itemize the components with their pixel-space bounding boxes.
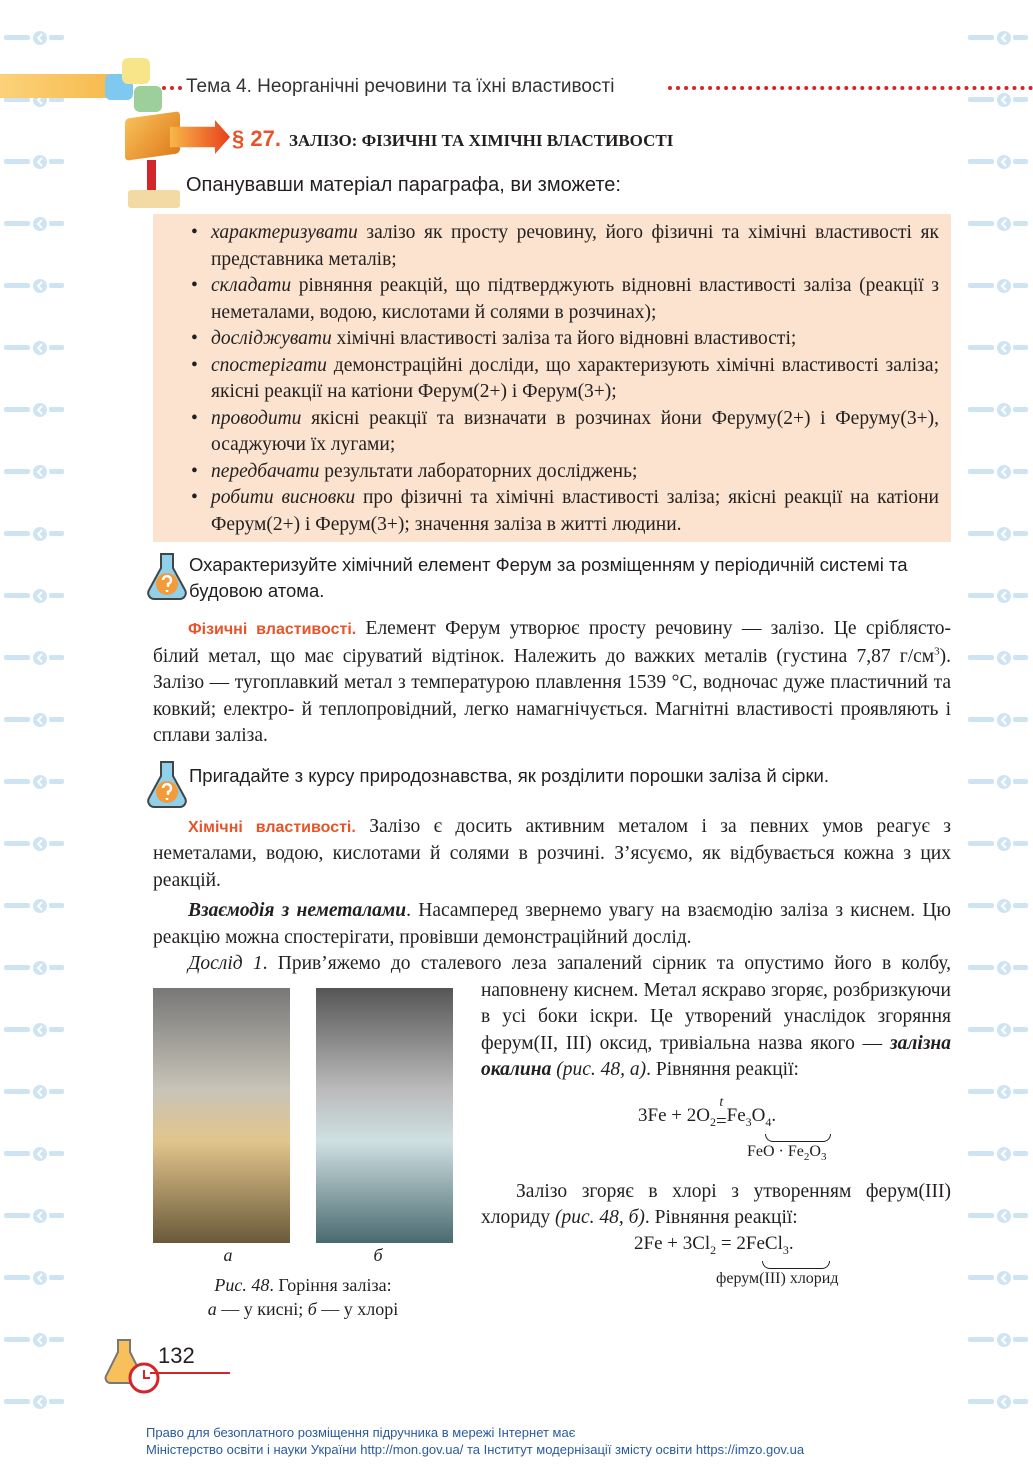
text: 3 bbox=[745, 1114, 752, 1129]
equation-annotation: ферум(ІІІ) хлорид bbox=[716, 1270, 839, 1288]
question-text: Пригадайте з курсу природознавства, як розділити порошки заліза й сірки. bbox=[189, 764, 830, 786]
figure-caption bbox=[153, 1273, 453, 1321]
watermark-logo bbox=[968, 712, 1028, 733]
watermark-logo bbox=[4, 650, 64, 671]
figure-ref: (рис. 48, б) bbox=[550, 1207, 645, 1229]
goal-item bbox=[211, 353, 939, 406]
jar-chlorine-photo bbox=[316, 988, 453, 1243]
watermark-logo bbox=[968, 774, 1028, 795]
watermark-logo bbox=[968, 526, 1028, 547]
page-number: 132 bbox=[158, 1343, 195, 1368]
goal-item bbox=[211, 220, 939, 273]
watermark-logo bbox=[968, 340, 1028, 361]
goal-item bbox=[211, 459, 939, 486]
text: ). Залізо — тугоплавкий метал з температурою плавлення 1539 °С, водночас дуже пластичний та ковкий; електро- й теплопровідний, легко намагнічується. Магнітні властивості проявляють і сплави заліза. bbox=[153, 645, 951, 746]
watermark-logo bbox=[4, 1022, 64, 1043]
text: . bbox=[788, 1232, 794, 1254]
question-flask-icon bbox=[147, 760, 187, 810]
watermark-logo bbox=[4, 898, 64, 919]
open-book-icon bbox=[128, 190, 180, 208]
text: 3Fe + 2O bbox=[638, 1104, 710, 1126]
goal-item bbox=[211, 406, 939, 459]
goal-verb: робити висновки bbox=[211, 487, 356, 508]
figure-photos bbox=[153, 988, 453, 1243]
brace bbox=[765, 1134, 831, 1142]
text: . Рівняння реакції: bbox=[644, 1207, 798, 1229]
condition: t bbox=[719, 1094, 724, 1110]
text: 3 bbox=[820, 1150, 827, 1163]
footer-line: Право для безоплатного розміщення підручника в мережі Інтернет має bbox=[146, 1425, 576, 1440]
watermark-logo bbox=[968, 898, 1028, 919]
text: Елемент Ферум утворює просту речовину — залізо. Це сріблясто-білий метал, що має сіруватий відтінок. Належить до важких металів (густина 7,87 г/см bbox=[153, 618, 951, 667]
text: — у кисні; bbox=[216, 1299, 308, 1319]
flask-oxygen-photo bbox=[153, 988, 290, 1243]
watermark-logo bbox=[968, 960, 1028, 981]
topic-title: Тема 4. Неорганічні речовини та їхні властивості bbox=[186, 76, 615, 97]
figure-label-a: а bbox=[223, 1245, 233, 1265]
watermark-logo bbox=[968, 650, 1028, 671]
goal-verb: спостерігати bbox=[211, 354, 327, 376]
text: FeO · Fe bbox=[747, 1142, 804, 1160]
watermark-logo bbox=[968, 92, 1028, 113]
text: = bbox=[716, 1232, 737, 1254]
goal-text: рівняння реакцій, що підтверджують відновні властивості заліза (реакції з неметалами, водою, кислотами й солями в розчинах); bbox=[211, 275, 939, 323]
text: Залізо згоряє в хлорі з утворенням ферум(ІІІ) хлориду bbox=[481, 1180, 951, 1229]
text: 2 bbox=[710, 1242, 717, 1257]
goal-verb: передбачати bbox=[211, 460, 320, 482]
watermark-logo bbox=[968, 1270, 1028, 1291]
text: — у хлорі bbox=[316, 1299, 399, 1319]
molecule-icon bbox=[122, 58, 150, 84]
watermark-logo bbox=[4, 712, 64, 733]
main-content bbox=[153, 214, 951, 1325]
equation-annotation bbox=[481, 1142, 951, 1167]
text: Fe bbox=[726, 1104, 746, 1126]
text: . Рівняння реакції: bbox=[646, 1059, 799, 1080]
goal-text: результати лабораторних досліджень; bbox=[319, 460, 638, 482]
experiment-label: Дослід 1 bbox=[188, 953, 263, 974]
watermark-logo bbox=[968, 836, 1028, 857]
goals-intro: Опанувавши матеріал параграфа, ви зможете: bbox=[186, 174, 621, 196]
goal-text: якісні реакції та визначати в розчинах йони Феруму(2+) і Феруму(3+), осаджуючи їх лугами; bbox=[211, 407, 939, 455]
watermark-logo bbox=[4, 216, 64, 237]
footer-notice bbox=[146, 1424, 804, 1458]
chemical-properties bbox=[153, 814, 951, 895]
equation-iron-chlorine bbox=[481, 1232, 951, 1262]
goal-verb: проводити bbox=[211, 407, 302, 429]
superscript: 3 bbox=[934, 645, 940, 657]
paragraph-title bbox=[232, 126, 673, 152]
question-block bbox=[153, 760, 951, 810]
text: . bbox=[771, 1104, 777, 1126]
brace bbox=[762, 1261, 830, 1269]
watermark-logo bbox=[4, 464, 64, 485]
divider bbox=[150, 1372, 230, 1374]
goal-item bbox=[211, 273, 939, 326]
exclamation-icon bbox=[147, 160, 156, 190]
watermark-logo bbox=[4, 340, 64, 361]
watermark-logo bbox=[4, 774, 64, 795]
watermark-logo bbox=[4, 30, 64, 51]
watermark-logo bbox=[968, 216, 1028, 237]
watermark-logo bbox=[968, 154, 1028, 175]
watermark-logo bbox=[968, 402, 1028, 423]
section-heading: Хімічні властивості. bbox=[188, 818, 356, 836]
goal-verb: досліджувати bbox=[211, 328, 332, 349]
watermark-logo bbox=[968, 1394, 1028, 1415]
text: 4 bbox=[765, 1114, 772, 1129]
nonmetals-paragraph bbox=[153, 898, 951, 951]
text: . Насамперед звернемо увагу на взаємодію заліза з киснем. Цю реакцію можна спостерігати, провівши демонстраційний дослід. bbox=[153, 900, 951, 948]
molecule-icon bbox=[134, 86, 162, 112]
flask-clock-icon bbox=[104, 1338, 164, 1398]
watermark-logo bbox=[968, 464, 1028, 485]
text: 2FeCl bbox=[736, 1232, 783, 1254]
text: . Горіння заліза: bbox=[269, 1275, 392, 1295]
watermark-logo bbox=[968, 1084, 1028, 1105]
watermark-logo bbox=[4, 154, 64, 175]
goal-text: залізо як просту речовину, його фізичні та хімічні властивості як представника металів; bbox=[211, 222, 939, 270]
figure-48 bbox=[153, 988, 453, 1321]
text: б bbox=[307, 1299, 317, 1319]
watermark-logo bbox=[4, 1146, 64, 1167]
question-block bbox=[153, 552, 951, 604]
figure-labels bbox=[153, 1243, 453, 1267]
term: залізна окалина bbox=[481, 1032, 951, 1080]
goal-text: демонстраційні досліди, що характеризують хімічні властивості заліза; якісні реакції на катіони Ферум(2+) і Ферум(3+); bbox=[211, 354, 939, 402]
equation-iron-chlorine-block bbox=[481, 1232, 951, 1290]
watermark-logo bbox=[4, 1394, 64, 1415]
watermark-logo bbox=[4, 278, 64, 299]
watermark-logo bbox=[4, 402, 64, 423]
goals-box bbox=[153, 214, 951, 542]
text: 2 bbox=[709, 1114, 716, 1129]
header-bar bbox=[0, 74, 120, 98]
text: = bbox=[715, 1110, 727, 1132]
goals-list bbox=[211, 220, 939, 538]
figure-ref: (рис. 48, а) bbox=[551, 1059, 647, 1080]
text: Рис. 48 bbox=[214, 1275, 270, 1295]
figure-label-b: б bbox=[373, 1245, 383, 1265]
paragraph-title-text: ЗАЛІЗО: ФІЗИЧНІ ТА ХІМІЧНІ ВЛАСТИВОСТІ bbox=[288, 131, 674, 150]
chlorine-paragraph bbox=[481, 1179, 951, 1232]
goal-item bbox=[211, 485, 939, 538]
section-heading: Фізичні властивості. bbox=[188, 621, 357, 638]
equation-iron-oxygen bbox=[481, 1096, 951, 1134]
equation-iron-oxygen-block bbox=[481, 1096, 951, 1167]
question-flask-icon bbox=[147, 552, 187, 602]
goal-item bbox=[211, 326, 939, 353]
goal-text: про фізичні та хімічні властивості заліза; якісні реакції на катіони Ферум(2+) і Ферум(3+); значення заліза в житті людини. bbox=[211, 487, 939, 535]
text: Залізо є досить активним металом і за певних умов реагує з неметалами, водою, кислотами й солями в розчині. З’ясуємо, як відбувається кожна з цих реакцій. bbox=[153, 815, 952, 891]
watermark-logo bbox=[4, 836, 64, 857]
watermark-logo bbox=[968, 1022, 1028, 1043]
dotted-line bbox=[162, 86, 182, 90]
watermark-logo bbox=[4, 526, 64, 547]
goal-text: хімічні властивості заліза та його відновні властивості; bbox=[331, 328, 797, 349]
watermark-logo bbox=[4, 960, 64, 981]
question-text: Охарактеризуйте хімічний елемент Ферум за розміщенням у періодичній системі та будовою атома. bbox=[189, 554, 908, 601]
watermark-logo bbox=[968, 1208, 1028, 1229]
condition-equals bbox=[716, 1096, 727, 1134]
text: 3 bbox=[782, 1242, 789, 1257]
watermark-logo bbox=[968, 588, 1028, 609]
text: O bbox=[809, 1142, 821, 1160]
paragraph-number: § 27. bbox=[232, 126, 281, 151]
watermark-logo bbox=[4, 1332, 64, 1353]
text: O bbox=[751, 1104, 766, 1126]
watermark-logo bbox=[4, 1270, 64, 1291]
subheading: Взаємодія з неметалами bbox=[188, 900, 407, 921]
text: а bbox=[207, 1299, 217, 1319]
dotted-line bbox=[668, 86, 1033, 90]
physical-properties bbox=[153, 616, 951, 750]
goal-verb: складати bbox=[211, 275, 292, 296]
watermark-logo bbox=[4, 1208, 64, 1229]
watermark-logo bbox=[4, 588, 64, 609]
watermark-logo bbox=[968, 1146, 1028, 1167]
footer-links[interactable]: Міністерство освіти і науки України http://mon.gov.ua/ та Інститут модернізації змісту освіти https://imzo.gov.ua bbox=[146, 1442, 805, 1457]
text: 2Fe + 3Cl bbox=[634, 1232, 711, 1254]
text: . Прив’яжемо до сталевого леза запалений сірник та опустимо його в колбу, наповнену киснем. Метал яскраво згоряє, розбризкуючи в усі боки іскри. Це утворений унаслідок згоряння ферум(ІІ, ІІІ) оксид, тривіальна назва якого — bbox=[262, 953, 951, 1054]
watermark-logo bbox=[968, 30, 1028, 51]
text: 2 bbox=[803, 1150, 810, 1163]
watermark-logo bbox=[968, 1332, 1028, 1353]
watermark-logo bbox=[4, 1084, 64, 1105]
goal-verb: характеризувати bbox=[211, 222, 358, 243]
watermark-logo bbox=[968, 278, 1028, 299]
